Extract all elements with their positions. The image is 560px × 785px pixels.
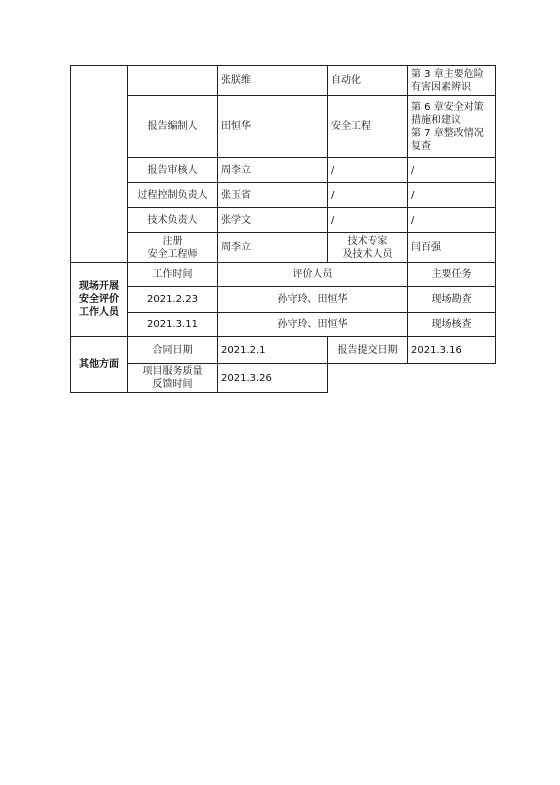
specialty-line: 技术专家 [347, 235, 388, 247]
work-time-cell: 2021.3.11 [128, 313, 218, 337]
table-row [71, 66, 496, 96]
task-cell: / [408, 158, 496, 183]
role-cell [128, 233, 218, 263]
table-row [71, 183, 496, 208]
task-cell [408, 96, 496, 158]
role-cell: 报告审核人 [128, 158, 218, 183]
specialty-cell: 自动化 [328, 66, 408, 96]
role-cell: 过程控制负责人 [128, 183, 218, 208]
table-row [71, 233, 496, 263]
table-row [71, 287, 496, 313]
evaluation-staff-table [70, 65, 496, 393]
work-time-cell: 2021.2.23 [128, 287, 218, 313]
specialty-cell: / [328, 208, 408, 233]
contract-date-value: 2021.2.1 [218, 337, 328, 364]
work-task-cell: 现场核查 [408, 313, 496, 337]
task-cell: 闫百强 [408, 233, 496, 263]
header-staff: 评价人员 [218, 263, 408, 287]
table-row [71, 263, 496, 287]
name-cell: 周李立 [218, 158, 328, 183]
staff-cell: 孙守玲、田恒华 [218, 313, 408, 337]
blank-section-cell [71, 66, 128, 263]
feedback-time-label [128, 364, 218, 393]
section-label-other: 其他方面 [71, 337, 128, 393]
role-cell: 报告编制人 [128, 96, 218, 158]
section-label-site-work [71, 263, 128, 337]
specialty-cell: / [328, 158, 408, 183]
empty-cell [328, 364, 496, 393]
specialty-cell: / [328, 183, 408, 208]
name-cell: 张学文 [218, 208, 328, 233]
submit-date-label: 报告提交日期 [328, 337, 408, 364]
specialty-cell: 安全工程 [328, 96, 408, 158]
role-line: 注册 [162, 235, 183, 247]
name-cell: 张玉省 [218, 183, 328, 208]
table-row [71, 364, 496, 393]
feedback-label-line: 项目服务质量 [142, 366, 203, 377]
task-line: 第 7 章整改情况复查 [411, 127, 484, 152]
section-line: 安全评价 [79, 294, 119, 305]
section-line: 现场开展 [79, 281, 119, 292]
section-line: 工作人员 [79, 307, 119, 318]
name-cell: 周李立 [218, 233, 328, 263]
task-cell: 第 3 章主要危险有害因素辨识 [408, 66, 496, 96]
header-task: 主要任务 [408, 263, 496, 287]
table-row [71, 337, 496, 364]
table-row [71, 208, 496, 233]
task-cell: / [408, 183, 496, 208]
specialty-line: 及技术人员 [342, 248, 393, 260]
feedback-time-value: 2021.3.26 [218, 364, 328, 393]
feedback-label-line: 反馈时间 [152, 379, 193, 390]
staff-cell: 孙守玲、田恒华 [218, 287, 408, 313]
table-row [71, 158, 496, 183]
name-cell: 张朕维 [218, 66, 328, 96]
role-cell: 技术负责人 [128, 208, 218, 233]
submit-date-value: 2021.3.16 [408, 337, 496, 364]
name-cell: 田恒华 [218, 96, 328, 158]
work-task-cell: 现场勘查 [408, 287, 496, 313]
table-row [71, 313, 496, 337]
header-time: 工作时间 [128, 263, 218, 287]
role-line: 安全工程师 [147, 248, 198, 260]
table-row [71, 96, 496, 158]
task-cell: / [408, 208, 496, 233]
task-line: 第 6 章安全对策措施和建议 [411, 101, 484, 126]
contract-date-label: 合同日期 [128, 337, 218, 364]
role-cell [128, 66, 218, 96]
specialty-cell [328, 233, 408, 263]
